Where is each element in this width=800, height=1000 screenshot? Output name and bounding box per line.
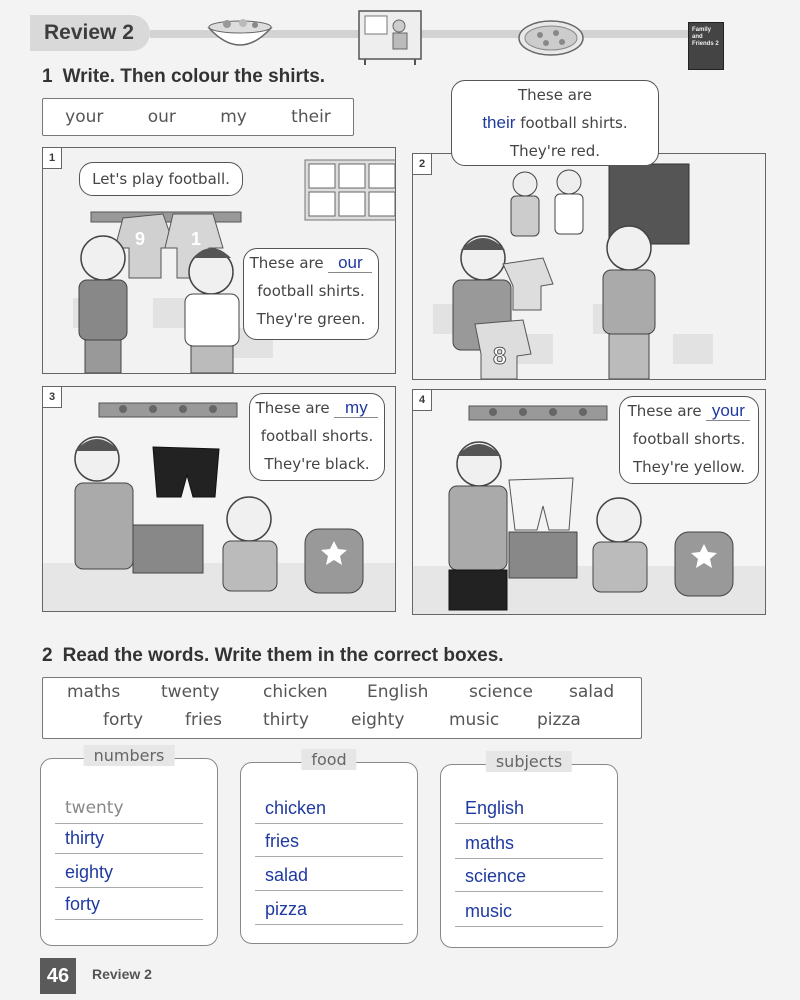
word-bank-item: fries xyxy=(185,710,223,730)
comic-panel-3 xyxy=(42,386,396,612)
speech-bubble xyxy=(79,162,243,196)
shirt-number: 1 xyxy=(191,229,202,249)
answer-field[interactable]: forty xyxy=(55,889,203,920)
speech-bubble xyxy=(619,396,759,484)
bubble-text: Let's play football. xyxy=(92,170,230,188)
answer-field[interactable]: our xyxy=(328,254,372,273)
panel-number: 4 xyxy=(413,390,432,411)
review-banner xyxy=(30,15,150,51)
word-bank-item: maths xyxy=(67,682,121,702)
shirt-number: 9 xyxy=(135,229,146,249)
comic-panel-1 xyxy=(42,147,396,374)
classroom-picture-icon xyxy=(355,8,425,66)
bubble-text: They're yellow. xyxy=(632,458,745,476)
word-bank-item: salad xyxy=(569,682,615,702)
page-number: 46 xyxy=(40,958,76,994)
footer-title: Review 2 xyxy=(92,966,152,982)
category-box-food xyxy=(240,750,418,944)
answer-field[interactable]: salad xyxy=(255,860,403,891)
bubble-text: football shirts. xyxy=(520,114,628,132)
bubble-text: These are xyxy=(627,402,702,420)
answer-field[interactable]: music xyxy=(455,896,603,927)
bubble-text: They're black. xyxy=(264,455,370,473)
word-bank-item: twenty xyxy=(161,682,220,702)
answer-field[interactable]: their xyxy=(482,113,516,132)
word-bank-item: pizza xyxy=(537,710,581,730)
word-bank-item: my xyxy=(220,107,247,127)
comic-panel-4 xyxy=(412,389,766,615)
page-title: Review 2 xyxy=(44,21,134,44)
shirt-number: 8 xyxy=(493,343,507,370)
salad-bowl-icon xyxy=(205,14,275,54)
panel-number: 2 xyxy=(413,154,432,175)
example-answer: twenty xyxy=(55,793,203,824)
word-bank-item: our xyxy=(147,107,176,127)
bubble-text: football shorts. xyxy=(632,430,746,448)
bubble-text: These are xyxy=(255,399,330,417)
panel-2-illustration xyxy=(413,154,765,379)
word-bank-item: eighty xyxy=(351,710,405,730)
answer-field[interactable]: English xyxy=(455,793,603,824)
panel-number: 3 xyxy=(43,387,62,408)
word-bank-item: their xyxy=(291,107,331,127)
word-bank-item: chicken xyxy=(263,682,328,702)
book-cover-text: Family and Friends 2 xyxy=(692,27,719,47)
word-bank xyxy=(42,677,642,739)
answer-field[interactable]: thirty xyxy=(55,823,203,854)
exercise-number: 2 xyxy=(42,645,53,666)
category-box-numbers xyxy=(40,746,218,946)
speech-bubble xyxy=(249,393,385,481)
exercise-1-heading xyxy=(42,66,325,88)
answer-field[interactable]: my xyxy=(334,399,378,418)
word-bank-item: English xyxy=(367,682,429,702)
exercise-instruction: Read the words. Write them in the correct boxes. xyxy=(62,645,504,666)
category-label: food xyxy=(301,749,356,770)
answer-field[interactable]: science xyxy=(455,861,603,892)
answer-field[interactable]: pizza xyxy=(255,894,403,925)
speech-bubble xyxy=(243,248,379,340)
answer-field[interactable]: your xyxy=(706,402,750,421)
category-label: subjects xyxy=(486,751,572,772)
bubble-text: football shirts. xyxy=(257,282,365,300)
category-box-subjects xyxy=(440,752,618,948)
word-bank-item: music xyxy=(449,710,500,730)
pizza-icon xyxy=(516,18,586,58)
bubble-text: football shorts. xyxy=(260,427,374,445)
category-label: numbers xyxy=(84,745,175,766)
answer-field[interactable]: eighty xyxy=(55,857,203,888)
word-bank-item: thirty xyxy=(263,710,309,730)
word-bank-item: forty xyxy=(103,710,144,730)
word-bank-item: science xyxy=(469,682,533,702)
exercise-instruction: Write. Then colour the shirts. xyxy=(62,66,326,87)
book-cover-icon xyxy=(688,22,724,70)
bubble-text: These are xyxy=(249,254,324,272)
bubble-text: These are xyxy=(518,86,592,104)
exercise-2-heading xyxy=(42,645,504,667)
word-bank-item: your xyxy=(65,107,104,127)
answer-field[interactable]: chicken xyxy=(255,793,403,824)
word-bank xyxy=(42,98,354,136)
panel-number: 1 xyxy=(43,148,62,169)
comic-panel-2 xyxy=(412,153,766,380)
answer-field[interactable]: maths xyxy=(455,828,603,859)
answer-field[interactable]: fries xyxy=(255,826,403,857)
bubble-text: They're green. xyxy=(256,310,366,328)
speech-bubble xyxy=(451,80,659,166)
exercise-number: 1 xyxy=(42,66,53,87)
bubble-text: They're red. xyxy=(509,142,601,160)
